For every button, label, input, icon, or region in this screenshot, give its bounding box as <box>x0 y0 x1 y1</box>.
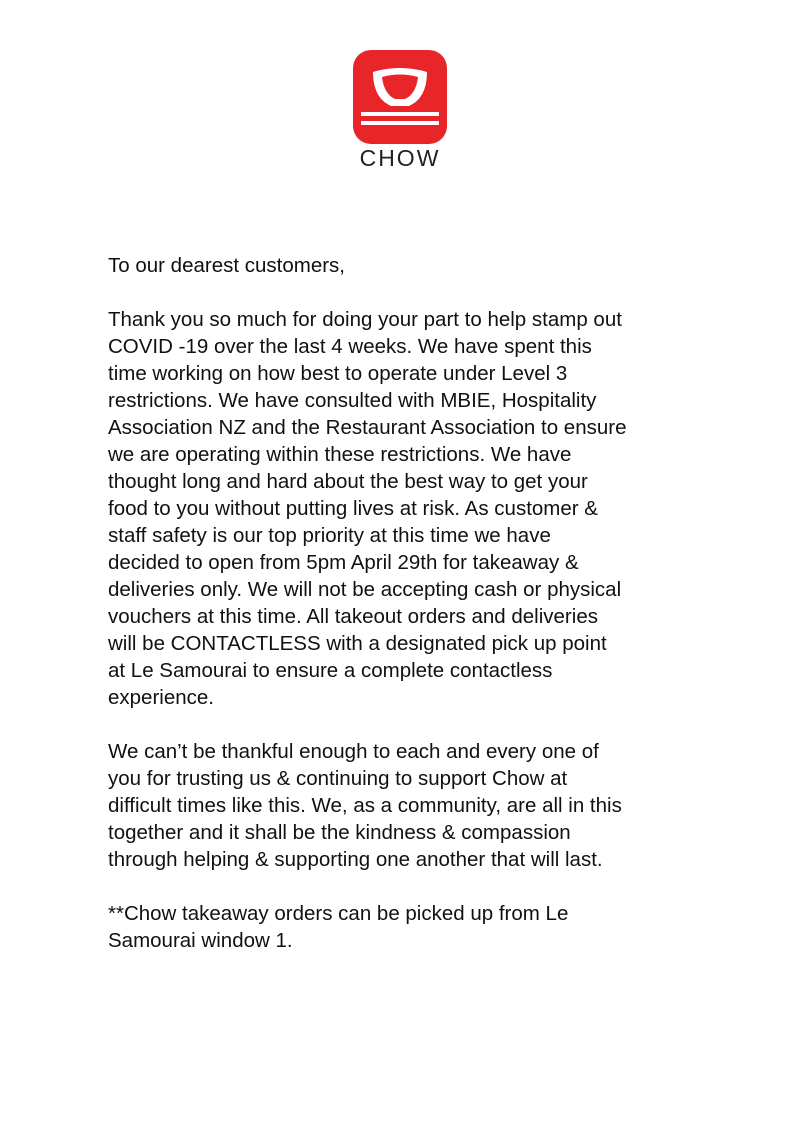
letter-pickup-note: **Chow takeaway orders can be picked up from Le Samourai window 1. <box>108 902 569 952</box>
logo-chopstick-top <box>361 112 439 116</box>
letter-body <box>108 252 708 954</box>
letter-paragraph-1: Thank you so much for doing your part to help stamp out COVID -19 over the last 4 weeks. We have spent this time working on how best to operate under Level 3 restrictions. We have consulted with MBIE, Hospitality Association NZ and the Restaurant Association to ensure we are operating within these restrictions. We have thought long and hard about the best way to get your food to you without putting lives at risk. As customer & staff safety is our top priority at this time we have decided to open from 5pm April 29th for takeaway & deliveries only. We will not be accepting cash or physical vouchers at this time. All takeout orders and deliveries will be CONTACTLESS with a designated pick up point at Le Samourai to ensure a complete contactless experience. <box>108 308 627 709</box>
bowl-chopsticks-icon <box>353 50 447 144</box>
chow-logo <box>353 50 447 144</box>
letter-greeting: To our dearest customers, <box>108 254 345 277</box>
letter-paragraph-2: We can’t be thankful enough to each and every one of you for trusting us & continuing to support Chow at difficult times like this. We, as a community, are all in this together and it shall be the kindness & compassion through helping & supporting one another that will last. <box>108 740 622 871</box>
logo-chopstick-bottom <box>361 121 439 125</box>
brand-name: CHOW <box>359 145 441 171</box>
